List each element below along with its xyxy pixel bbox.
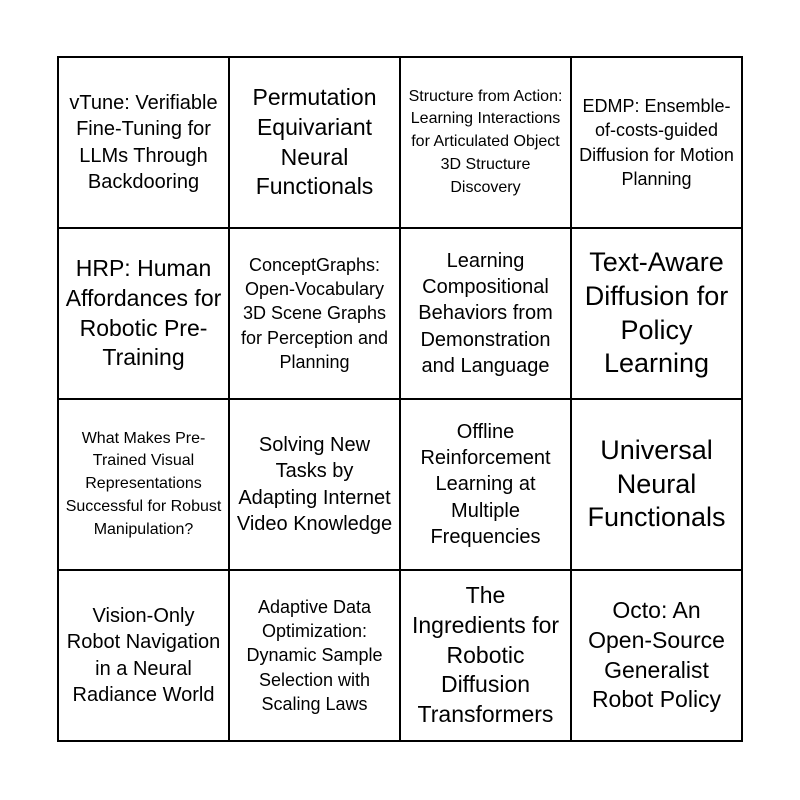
bingo-cell[interactable] [401,400,572,571]
bingo-cell[interactable] [401,58,572,229]
bingo-cell[interactable] [401,571,572,742]
bingo-cell[interactable] [230,58,401,229]
cell-text: Universal Neural Functionals [587,434,726,533]
bingo-cell[interactable] [59,571,230,742]
bingo-cell[interactable] [59,400,230,571]
cell-text: ConceptGraphs: Open-Vocabulary 3D Scene Graphs for Perception and Planning [240,254,389,372]
cell-text: The Ingredients for Robotic Diffusion Transformers [411,581,560,728]
cell-text: Vision-Only Robot Navigation in a Neural Radiance World [66,604,221,706]
cell-text: Offline Reinforcement Learning at Multiple Frequencies [420,420,551,549]
bingo-cell[interactable] [230,571,401,742]
bingo-cell[interactable] [572,571,743,742]
bingo-cell[interactable] [59,229,230,400]
cell-text: Text-Aware Diffusion for Policy Learning [584,247,729,379]
cell-text: Structure from Action: Learning Interactions for Articulated Object 3D Structure Discovery [408,87,563,196]
cell-text: Solving New Tasks by Adapting Internet Video Knowledge [236,433,393,535]
cell-text: Permutation Equivariant Neural Functionals [252,83,377,200]
bingo-board [57,56,743,742]
bingo-cell[interactable] [230,400,401,571]
bingo-cell[interactable] [230,229,401,400]
cell-text: Learning Compositional Behaviors from Demonstration and Language [418,249,553,378]
bingo-cell[interactable] [401,229,572,400]
bingo-cell[interactable] [572,400,743,571]
cell-text: HRP: Human Affordances for Robotic Pre-Training [65,254,222,371]
cell-text: What Makes Pre-Trained Visual Representations Successful for Robust Manipulation? [65,429,222,538]
cell-text: Octo: An Open-Source Generalist Robot Policy [588,596,725,713]
bingo-cell[interactable] [59,58,230,229]
bingo-cell[interactable] [572,58,743,229]
cell-text: Adaptive Data Optimization: Dynamic Sample Selection with Scaling Laws [246,596,383,714]
cell-text: vTune: Verifiable Fine-Tuning for LLMs Through Backdooring [69,91,218,193]
cell-text: EDMP: Ensemble-of-costs-guided Diffusion for Motion Planning [579,95,734,189]
bingo-cell[interactable] [572,229,743,400]
